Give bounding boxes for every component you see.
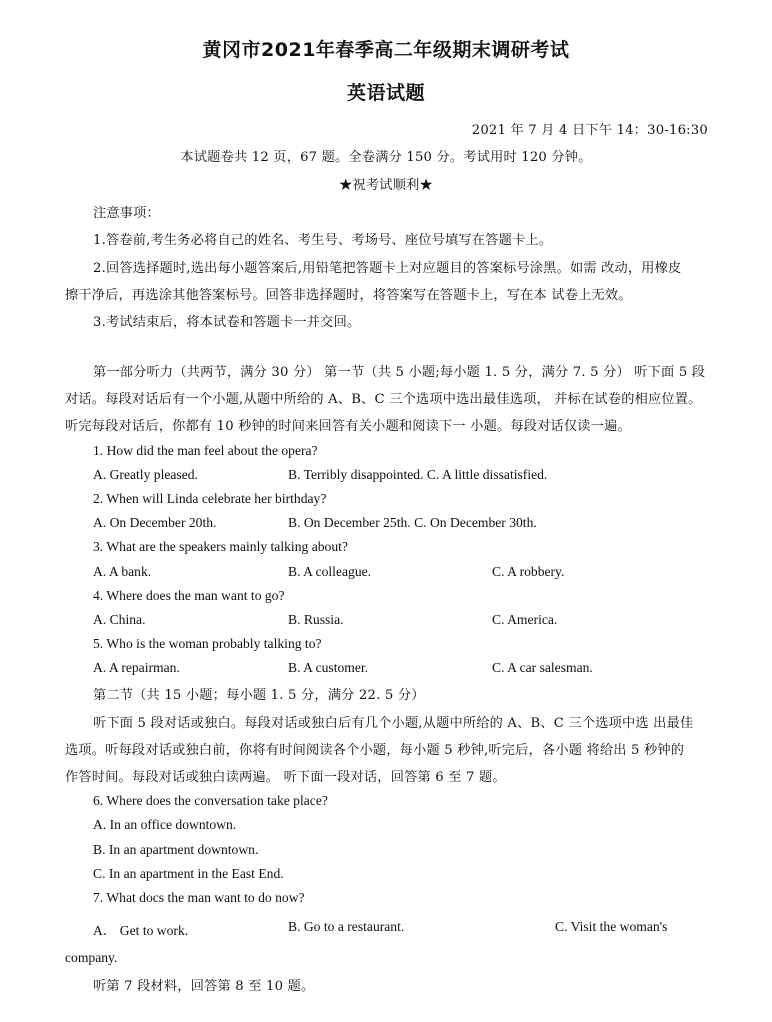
part2-heading: 第二节（共 15 小题；每小题 1. 5 分，满分 22. 5 分） [93, 688, 425, 703]
question-6: 6. Where does the conversation take place? [93, 793, 328, 808]
notes-heading: 注意事项： [93, 206, 160, 221]
q7-option-c-continued: company. [65, 950, 118, 965]
q1-option-a: A. Greatly pleased. [93, 467, 198, 482]
q3-option-a: A. A bank. [93, 564, 152, 579]
q6-option-b: B. In an apartment downtown. [93, 842, 259, 857]
q7-option-b: B. Go to a restaurant. [288, 919, 405, 934]
exam-title: 黄冈市2021年春季高二年级期末调研考试 [202, 39, 570, 61]
part1-intro-line-3: 听完每段对话后，你都有 10 秒钟的时间来回答有关小题和阅读下一 小题。每段对话仅读一遍。 [65, 419, 631, 434]
q3-option-c: C. A robbery. [492, 564, 565, 579]
part1-intro-line-1: 第一部分听力（共两节，满分 30 分） 第一节（共 5 小题;每小题 1. 5 分，满分 7. 5 分） 听下面 5 段 [93, 365, 706, 380]
exam-subtitle: 英语试题 [346, 82, 425, 104]
note-2-line-1: 2.回答选择题时,选出每小题答案后,用铅笔把答题卡上对应题目的答案标号涂黑。如需 改动，用橡皮 [93, 261, 682, 276]
q1-option-b: B. Terribly disappointed. C. A little dissatisfied. [288, 467, 548, 482]
note-2-line-2: 擦干净后，再选涂其他答案标号。回答非选择题时，将答案写在答题卡上，写在本 试卷上无效。 [65, 288, 632, 303]
next-section-instruction: 听第 7 段材料，回答第 8 至 10 题。 [93, 979, 315, 994]
question-1: 1. How did the man feel about the opera? [93, 443, 318, 458]
q6-option-c: C. In an apartment in the East End. [93, 866, 284, 881]
note-1: 1.答卷前,考生务必将自己的姓名、考生号、考场号、座位号填写在答题卡上。 [93, 233, 553, 248]
question-7: 7. What docs the man want to do now? [93, 890, 305, 905]
question-5: 5. Who is the woman probably talking to? [93, 636, 322, 651]
part1-intro-line-2: 对话。每段对话后有一个小题,从题中所给的 A、B、C 三个选项中选出最佳选项， 并标在试卷的相应位置。 [65, 392, 702, 407]
q7-option-a: A． Get to work. [93, 923, 189, 938]
q2-option-a: A. On December 20th. [93, 515, 217, 530]
note-3: 3.考试结束后，将本试卷和答题卡一并交回。 [93, 315, 361, 330]
q5-option-a: A. A repairman. [93, 660, 180, 675]
question-2: 2. When will Linda celebrate her birthday? [93, 491, 327, 506]
q4-option-a: A. China. [93, 612, 146, 627]
q2-option-b: B. On December 25th. C. On December 30th. [288, 515, 537, 530]
q3-option-b: B. A colleague. [288, 564, 372, 579]
exam-datetime: 2021 年 7 月 4 日下午 14：30-16:30 [471, 123, 708, 138]
part2-intro-line-2: 选项。听每段对话或独白前，你将有时间阅读各个小题，每小题 5 秒钟,听完后，各小题 将给出 5 秒钟的 [65, 743, 685, 758]
question-3: 3. What are the speakers mainly talking about? [93, 539, 348, 554]
q7-option-c: C. Visit the woman's [555, 919, 668, 934]
part2-intro-line-1: 听下面 5 段对话或独白。每段对话或独白后有几个小题,从题中所给的 A、B、C 三个选项中选 出最佳 [93, 716, 694, 731]
q5-option-c: C. A car salesman. [492, 660, 593, 675]
exam-info: 本试题卷共 12 页，67 题。全卷满分 150 分。考试用时 120 分钟。 [180, 150, 592, 165]
q5-option-b: B. A customer. [288, 660, 369, 675]
q4-option-b: B. Russia. [288, 612, 344, 627]
q6-option-a: A. In an office downtown. [93, 817, 237, 832]
question-4: 4. Where does the man want to go? [93, 588, 285, 603]
q4-option-c: C. America. [492, 612, 558, 627]
part2-intro-line-3: 作答时间。每段对话或独白读两遍。 听下面一段对话，回答第 6 至 7 题。 [65, 770, 506, 785]
exam-wish: ★祝考试顺利★ [339, 178, 433, 193]
